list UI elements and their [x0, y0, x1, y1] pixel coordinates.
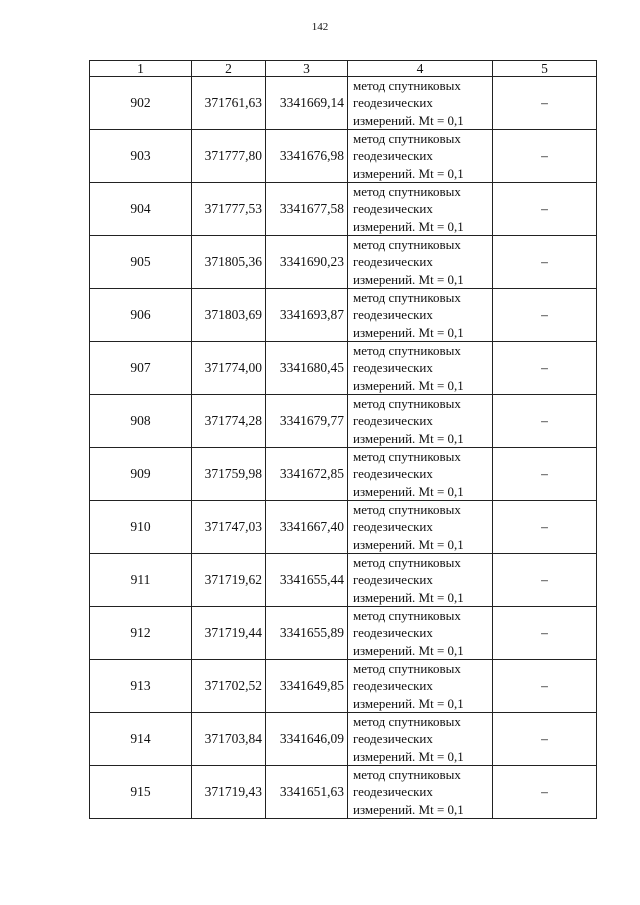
point-number-cell: 908 [90, 395, 192, 448]
table-row [90, 289, 597, 342]
method-cell [348, 713, 493, 766]
method-line: метод спутниковых [353, 343, 461, 359]
y-coordinate-cell: 3341655,89 [266, 607, 348, 660]
point-number-cell: 913 [90, 660, 192, 713]
note-cell: – [493, 766, 597, 819]
method-line: геодезических [353, 572, 433, 588]
y-coordinate-cell: 3341669,14 [266, 77, 348, 130]
y-coordinate-cell: 3341679,77 [266, 395, 348, 448]
x-coordinate-cell: 371803,69 [192, 289, 266, 342]
method-line: метод спутниковых [353, 131, 461, 147]
point-number-cell: 910 [90, 501, 192, 554]
table-row [90, 501, 597, 554]
y-coordinate-cell: 3341651,63 [266, 766, 348, 819]
note-cell: – [493, 77, 597, 130]
y-coordinate-cell: 3341655,44 [266, 554, 348, 607]
method-line: измерений. Mt = 0,1 [353, 324, 464, 340]
coordinates-table [89, 60, 597, 819]
column-header-4: 4 [348, 61, 493, 77]
method-line: метод спутниковых [353, 237, 461, 253]
x-coordinate-cell: 371805,36 [192, 236, 266, 289]
table-row [90, 77, 597, 130]
method-line: метод спутниковых [353, 449, 461, 465]
point-number-cell: 904 [90, 183, 192, 236]
table-row [90, 660, 597, 713]
method-line: метод спутниковых [353, 555, 461, 571]
note-cell: – [493, 554, 597, 607]
method-line: измерений. Mt = 0,1 [353, 801, 464, 817]
column-header-3: 3 [266, 61, 348, 77]
point-number-cell: 905 [90, 236, 192, 289]
method-line: измерений. Mt = 0,1 [353, 112, 464, 128]
x-coordinate-cell: 371747,03 [192, 501, 266, 554]
y-coordinate-cell: 3341676,98 [266, 130, 348, 183]
method-cell [348, 183, 493, 236]
method-line: геодезических [353, 307, 433, 323]
point-number-cell: 907 [90, 342, 192, 395]
x-coordinate-cell: 371774,00 [192, 342, 266, 395]
point-number-cell: 909 [90, 448, 192, 501]
method-line: геодезических [353, 95, 433, 111]
x-coordinate-cell: 371761,63 [192, 77, 266, 130]
x-coordinate-cell: 371702,52 [192, 660, 266, 713]
method-line: геодезических [353, 519, 433, 535]
x-coordinate-cell: 371719,43 [192, 766, 266, 819]
method-line: метод спутниковых [353, 661, 461, 677]
table-row [90, 236, 597, 289]
method-line: метод спутниковых [353, 767, 461, 783]
method-cell [348, 554, 493, 607]
note-cell: – [493, 289, 597, 342]
method-line: геодезических [353, 148, 433, 164]
x-coordinate-cell: 371719,62 [192, 554, 266, 607]
note-cell: – [493, 236, 597, 289]
method-cell [348, 660, 493, 713]
method-line: метод спутниковых [353, 714, 461, 730]
y-coordinate-cell: 3341672,85 [266, 448, 348, 501]
x-coordinate-cell: 371774,28 [192, 395, 266, 448]
point-number-cell: 911 [90, 554, 192, 607]
method-line: геодезических [353, 625, 433, 641]
table-row [90, 554, 597, 607]
method-line: геодезических [353, 201, 433, 217]
y-coordinate-cell: 3341693,87 [266, 289, 348, 342]
y-coordinate-cell: 3341649,85 [266, 660, 348, 713]
method-line: геодезических [353, 466, 433, 482]
method-line: измерений. Mt = 0,1 [353, 748, 464, 764]
note-cell: – [493, 448, 597, 501]
method-cell [348, 501, 493, 554]
method-line: измерений. Mt = 0,1 [353, 271, 464, 287]
point-number-cell: 903 [90, 130, 192, 183]
method-line: измерений. Mt = 0,1 [353, 430, 464, 446]
method-line: геодезических [353, 413, 433, 429]
table-row [90, 713, 597, 766]
column-header-1: 1 [90, 61, 192, 77]
y-coordinate-cell: 3341646,09 [266, 713, 348, 766]
point-number-cell: 902 [90, 77, 192, 130]
point-number-cell: 912 [90, 607, 192, 660]
table-row [90, 607, 597, 660]
method-line: геодезических [353, 678, 433, 694]
x-coordinate-cell: 371777,80 [192, 130, 266, 183]
table-body [90, 77, 597, 819]
note-cell: – [493, 183, 597, 236]
point-number-cell: 914 [90, 713, 192, 766]
x-coordinate-cell: 371759,98 [192, 448, 266, 501]
method-line: метод спутниковых [353, 502, 461, 518]
table-row [90, 448, 597, 501]
page-number: 142 [311, 21, 329, 33]
method-line: измерений. Mt = 0,1 [353, 589, 464, 605]
method-line: измерений. Mt = 0,1 [353, 165, 464, 181]
method-line: измерений. Mt = 0,1 [353, 536, 464, 552]
y-coordinate-cell: 3341677,58 [266, 183, 348, 236]
method-cell [348, 448, 493, 501]
column-header-2: 2 [192, 61, 266, 77]
method-line: геодезических [353, 360, 433, 376]
y-coordinate-cell: 3341667,40 [266, 501, 348, 554]
note-cell: – [493, 342, 597, 395]
x-coordinate-cell: 371703,84 [192, 713, 266, 766]
method-line: метод спутниковых [353, 608, 461, 624]
method-line: измерений. Mt = 0,1 [353, 218, 464, 234]
method-cell [348, 77, 493, 130]
table-row [90, 342, 597, 395]
method-line: геодезических [353, 784, 433, 800]
table-row [90, 766, 597, 819]
method-cell [348, 289, 493, 342]
table-row [90, 130, 597, 183]
method-line: измерений. Mt = 0,1 [353, 483, 464, 499]
method-line: метод спутниковых [353, 184, 461, 200]
table-header [90, 61, 597, 77]
y-coordinate-cell: 3341690,23 [266, 236, 348, 289]
note-cell: – [493, 501, 597, 554]
x-coordinate-cell: 371777,53 [192, 183, 266, 236]
method-line: геодезических [353, 731, 433, 747]
note-cell: – [493, 660, 597, 713]
method-line: измерений. Mt = 0,1 [353, 377, 464, 393]
table-row [90, 395, 597, 448]
method-cell [348, 607, 493, 660]
note-cell: – [493, 607, 597, 660]
note-cell: – [493, 713, 597, 766]
method-cell [348, 236, 493, 289]
method-line: измерений. Mt = 0,1 [353, 695, 464, 711]
method-line: геодезических [353, 254, 433, 270]
table-row [90, 183, 597, 236]
method-line: измерений. Mt = 0,1 [353, 642, 464, 658]
method-line: метод спутниковых [353, 78, 461, 94]
method-cell [348, 766, 493, 819]
method-cell [348, 342, 493, 395]
header-row [90, 61, 597, 77]
point-number-cell: 906 [90, 289, 192, 342]
y-coordinate-cell: 3341680,45 [266, 342, 348, 395]
method-line: метод спутниковых [353, 396, 461, 412]
method-cell [348, 130, 493, 183]
point-number-cell: 915 [90, 766, 192, 819]
method-line: метод спутниковых [353, 290, 461, 306]
method-cell [348, 395, 493, 448]
x-coordinate-cell: 371719,44 [192, 607, 266, 660]
note-cell: – [493, 130, 597, 183]
column-header-5: 5 [493, 61, 597, 77]
note-cell: – [493, 395, 597, 448]
